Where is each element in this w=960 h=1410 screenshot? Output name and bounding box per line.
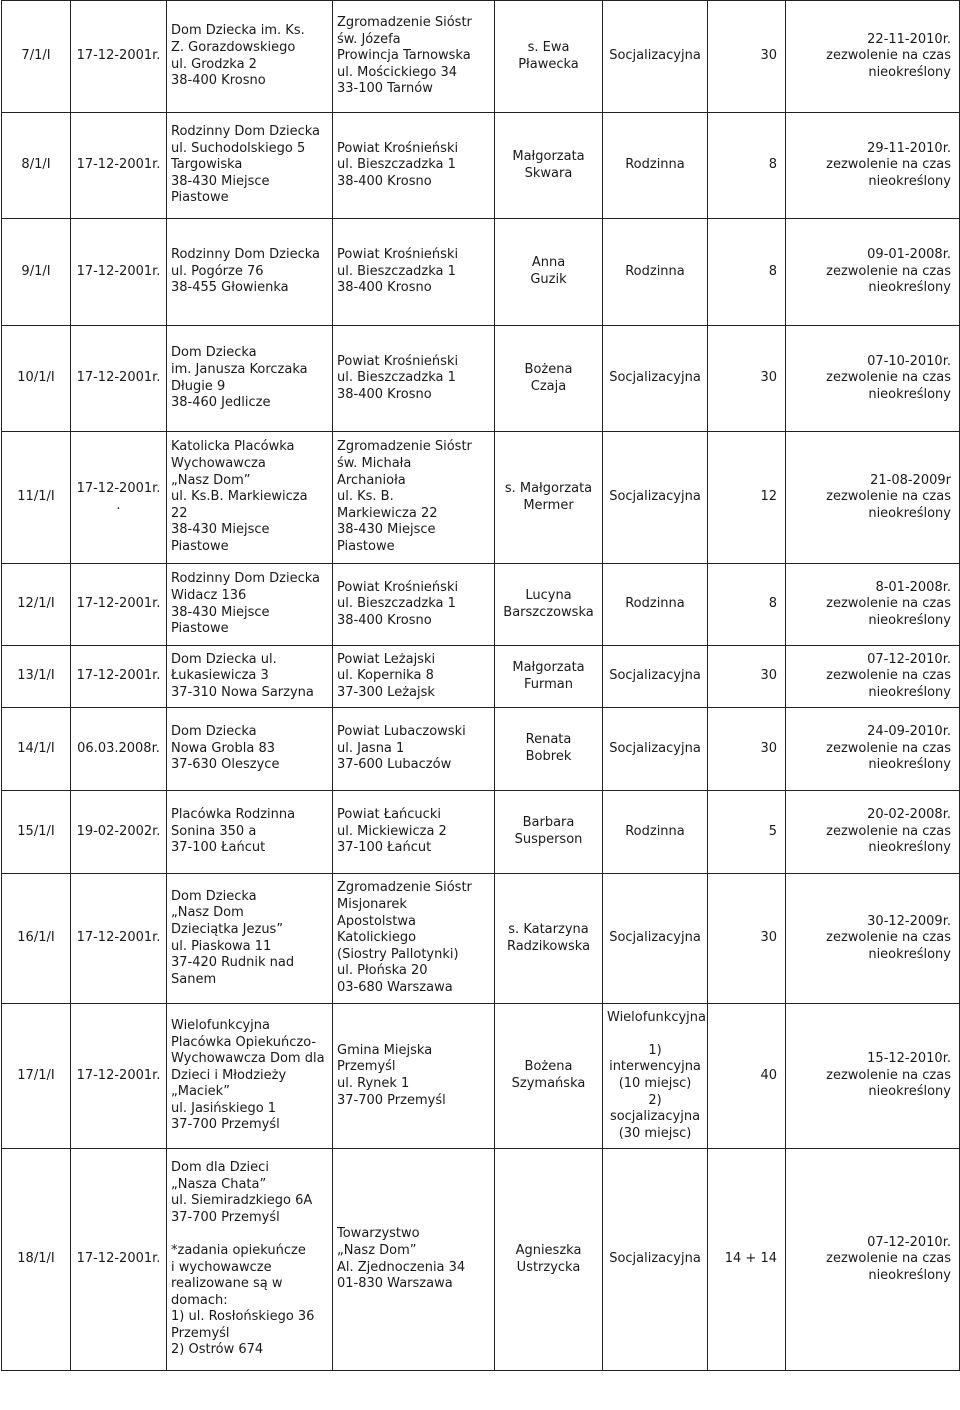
facility-type: Socjalizacyjna <box>603 708 708 791</box>
director-name: Renata Bobrek <box>495 708 603 791</box>
operator-name-address: Powiat Łańcucki ul. Mickiewicza 2 37-100 Łańcut <box>333 791 495 874</box>
register-number: 15/1/I <box>2 791 71 874</box>
places-count: 30 <box>708 326 786 432</box>
register-table <box>1 0 960 1371</box>
permit-info: 20-02-2008r. zezwolenie na czas nieokreślony <box>786 791 960 874</box>
facility-name-address: Dom Dziecka im. Janusza Korczaka Długie 9 38-460 Jedlicze <box>167 326 333 432</box>
places-count: 8 <box>708 564 786 646</box>
table-row <box>2 113 960 219</box>
facility-type: Socjalizacyjna <box>603 1149 708 1371</box>
table-row <box>2 219 960 326</box>
table-row <box>2 1 960 113</box>
table-row <box>2 1149 960 1371</box>
facility-name-address: Dom Dziecka im. Ks. Z. Gorazdowskiego ul. Grodzka 2 38-400 Krosno <box>167 1 333 113</box>
table-row <box>2 791 960 874</box>
facility-type: Wielofunkcyjna 1) interwencyjna (10 miejsc) 2) socjalizacyjna (30 miejsc) <box>603 1004 708 1149</box>
places-count: 30 <box>708 1 786 113</box>
places-count: 30 <box>708 646 786 708</box>
director-name: Agnieszka Ustrzycka <box>495 1149 603 1371</box>
operator-name-address: Zgromadzenie Sióstr św. Józefa Prowincja Tarnowska ul. Mościckiego 34 33-100 Tarnów <box>333 1 495 113</box>
operator-name-address: Towarzystwo „Nasz Dom” Al. Zjednoczenia 34 01-830 Warszawa <box>333 1149 495 1371</box>
facility-name-address: Katolicka Placówka Wychowawcza „Nasz Dom” ul. Ks.B. Markiewicza 22 38-430 Miejsce Piastowe <box>167 432 333 564</box>
permit-info: 21-08-2009r zezwolenie na czas nieokreślony <box>786 432 960 564</box>
entry-date: 17-12-2001r. <box>71 113 167 219</box>
entry-date: 17-12-2001r. <box>71 874 167 1004</box>
director-name: Bożena Szymańska <box>495 1004 603 1149</box>
entry-date: 17-12-2001r. <box>71 219 167 326</box>
entry-date: 06.03.2008r. <box>71 708 167 791</box>
register-number: 7/1/I <box>2 1 71 113</box>
operator-name-address: Zgromadzenie Sióstr Misjonarek Apostolstwa Katolickiego (Siostry Pallotynki) ul. Płońska 20 03-680 Warszawa <box>333 874 495 1004</box>
operator-name-address: Gmina Miejska Przemyśl ul. Rynek 1 37-700 Przemyśl <box>333 1004 495 1149</box>
table-row <box>2 874 960 1004</box>
places-count: 30 <box>708 708 786 791</box>
places-count: 5 <box>708 791 786 874</box>
facility-type: Socjalizacyjna <box>603 874 708 1004</box>
permit-info: 30-12-2009r. zezwolenie na czas nieokreślony <box>786 874 960 1004</box>
places-count: 14 + 14 <box>708 1149 786 1371</box>
facility-type: Rodzinna <box>603 564 708 646</box>
director-name: s. Małgorzata Mermer <box>495 432 603 564</box>
register-number: 17/1/I <box>2 1004 71 1149</box>
entry-date: 17-12-2001r. <box>71 326 167 432</box>
permit-info: 07-12-2010r. zezwolenie na czas nieokreślony <box>786 646 960 708</box>
operator-name-address: Zgromadzenie Sióstr św. Michała Archanioła ul. Ks. B. Markiewicza 22 38-430 Miejsce Piastowe <box>333 432 495 564</box>
permit-info: 07-12-2010r. zezwolenie na czas nieokreślony <box>786 1149 960 1371</box>
facility-type: Socjalizacyjna <box>603 646 708 708</box>
facility-type: Socjalizacyjna <box>603 432 708 564</box>
facility-type: Rodzinna <box>603 113 708 219</box>
director-name: Lucyna Barszczowska <box>495 564 603 646</box>
facility-type: Rodzinna <box>603 219 708 326</box>
entry-date: 17-12-2001r. <box>71 1149 167 1371</box>
facility-name-address: Wielofunkcyjna Placówka Opiekuńczo- Wychowawcza Dom dla Dzieci i Młodzieży „Maciek” ul. Jasińskiego 1 37-700 Przemyśl <box>167 1004 333 1149</box>
entry-date: 17-12-2001r. <box>71 1 167 113</box>
register-number: 14/1/I <box>2 708 71 791</box>
register-number: 9/1/I <box>2 219 71 326</box>
table-row <box>2 646 960 708</box>
director-name: Bożena Czaja <box>495 326 603 432</box>
facility-type: Socjalizacyjna <box>603 1 708 113</box>
operator-name-address: Powiat Krośnieński ul. Bieszczadzka 1 38-400 Krosno <box>333 326 495 432</box>
facility-name-address: Placówka Rodzinna Sonina 350 a 37-100 Łańcut <box>167 791 333 874</box>
table-row <box>2 432 960 564</box>
permit-info: 09-01-2008r. zezwolenie na czas nieokreślony <box>786 219 960 326</box>
register-number: 10/1/I <box>2 326 71 432</box>
table-row <box>2 564 960 646</box>
permit-info: 24-09-2010r. zezwolenie na czas nieokreślony <box>786 708 960 791</box>
entry-date: 19-02-2002r. <box>71 791 167 874</box>
operator-name-address: Powiat Krośnieński ul. Bieszczadzka 1 38-400 Krosno <box>333 564 495 646</box>
permit-info: 07-10-2010r. zezwolenie na czas nieokreślony <box>786 326 960 432</box>
facility-type: Rodzinna <box>603 791 708 874</box>
director-name: s. Katarzyna Radzikowska <box>495 874 603 1004</box>
register-number: 12/1/I <box>2 564 71 646</box>
facility-name-address: Rodzinny Dom Dziecka Widacz 136 38-430 Miejsce Piastowe <box>167 564 333 646</box>
entry-date: 17-12-2001r. <box>71 1004 167 1149</box>
facility-type: Socjalizacyjna <box>603 326 708 432</box>
places-count: 12 <box>708 432 786 564</box>
places-count: 8 <box>708 113 786 219</box>
permit-info: 15-12-2010r. zezwolenie na czas nieokreślony <box>786 1004 960 1149</box>
operator-name-address: Powiat Leżajski ul. Kopernika 8 37-300 Leżajsk <box>333 646 495 708</box>
places-count: 8 <box>708 219 786 326</box>
permit-info: 29-11-2010r. zezwolenie na czas nieokreślony <box>786 113 960 219</box>
operator-name-address: Powiat Lubaczowski ul. Jasna 1 37-600 Lubaczów <box>333 708 495 791</box>
table-row <box>2 326 960 432</box>
facility-name-address: Dom Dziecka ul. Łukasiewicza 3 37-310 Nowa Sarzyna <box>167 646 333 708</box>
register-number: 8/1/I <box>2 113 71 219</box>
director-name: Barbara Susperson <box>495 791 603 874</box>
places-count: 40 <box>708 1004 786 1149</box>
operator-name-address: Powiat Krośnieński ul. Bieszczadzka 1 38-400 Krosno <box>333 219 495 326</box>
entry-date: 17-12-2001r. <box>71 564 167 646</box>
facility-name-address: Rodzinny Dom Dziecka ul. Pogórze 76 38-455 Głowienka <box>167 219 333 326</box>
table-row <box>2 1004 960 1149</box>
director-name: Małgorzata Skwara <box>495 113 603 219</box>
places-count: 30 <box>708 874 786 1004</box>
facility-name-address: Dom dla Dzieci „Nasza Chata” ul. Siemiradzkiego 6A 37-700 Przemyśl *zadania opiekuńcze i wychowawcze realizowane są w domach: 1) ul. Rosłońskiego 36 Przemyśl 2) Ostrów 674 <box>167 1149 333 1371</box>
director-name: s. Ewa Pławecka <box>495 1 603 113</box>
permit-info: 8-01-2008r. zezwolenie na czas nieokreślony <box>786 564 960 646</box>
register-number: 13/1/I <box>2 646 71 708</box>
register-number: 16/1/I <box>2 874 71 1004</box>
director-name: Anna Guzik <box>495 219 603 326</box>
register-number: 18/1/I <box>2 1149 71 1371</box>
register-number: 11/1/I <box>2 432 71 564</box>
director-name: Małgorzata Furman <box>495 646 603 708</box>
facility-name-address: Dom Dziecka „Nasz Dom Dzieciątka Jezus” ul. Piaskowa 11 37-420 Rudnik nad Sanem <box>167 874 333 1004</box>
operator-name-address: Powiat Krośnieński ul. Bieszczadzka 1 38-400 Krosno <box>333 113 495 219</box>
permit-info: 22-11-2010r. zezwolenie na czas nieokreślony <box>786 1 960 113</box>
entry-date: 17-12-2001r. <box>71 646 167 708</box>
table-row <box>2 708 960 791</box>
facility-name-address: Rodzinny Dom Dziecka ul. Suchodolskiego 5 Targowiska 38-430 Miejsce Piastowe <box>167 113 333 219</box>
facility-name-address: Dom Dziecka Nowa Grobla 83 37-630 Oleszyce <box>167 708 333 791</box>
entry-date: 17-12-2001r. . <box>71 432 167 564</box>
